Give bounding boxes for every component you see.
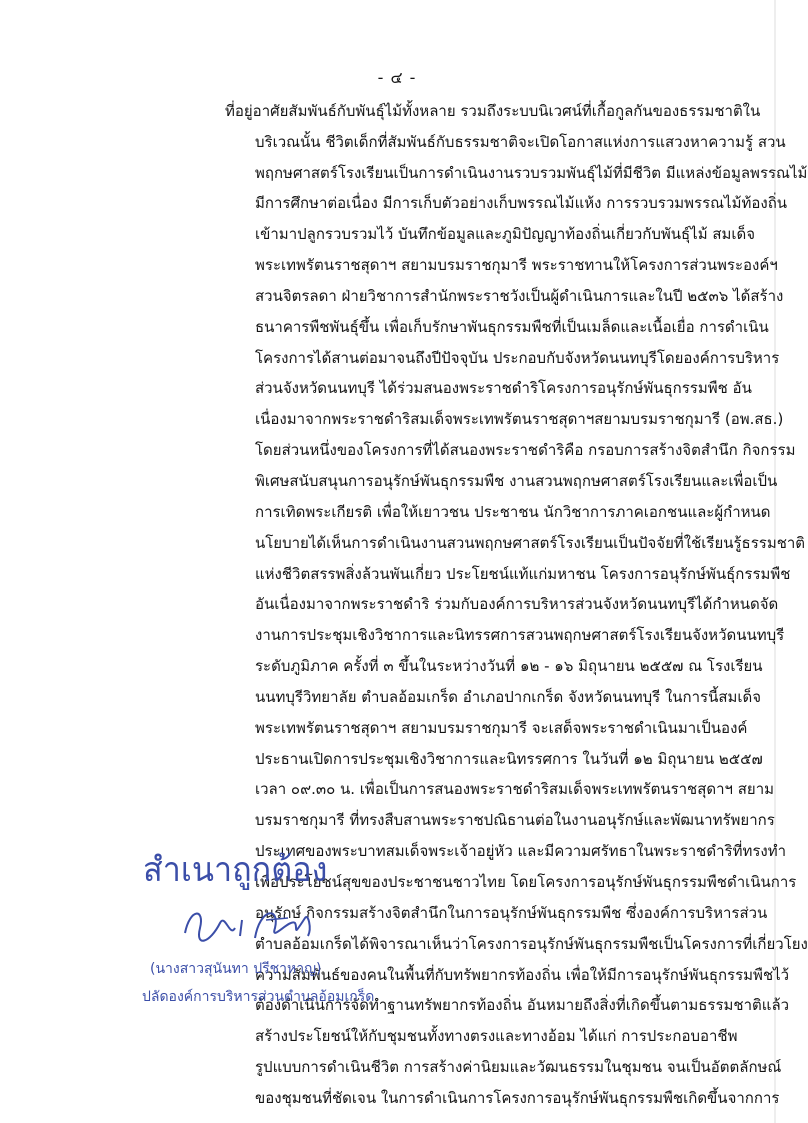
body-line: โครงการได้สานต่อมาจนถึงปีปัจจุบัน ประกอบกับจังหวัดนนทบุรีโดยองค์การบริหาร	[255, 349, 780, 367]
body-line: ประเทศของพระบาทสมเด็จพระเจ้าอยู่หัว และมีความศรัทธาในพระราชดำริที่ทรงทำ	[255, 842, 787, 860]
body-line: โดยส่วนหนึ่งของโครงการที่ได้สนองพระราชดำริคือ กรอบการสร้างจิตสำนึก กิจกรรม	[255, 441, 796, 459]
body-line: ระดับภูมิภาค ครั้งที่ ๓ ขึ้นในระหว่างวันที่ ๑๒ - ๑๖ มิถุนายน ๒๕๕๗ ณ โรงเรียน	[255, 657, 763, 675]
body-line: เวลา ๐๙.๓๐ น. เพื่อเป็นการสนองพระราชดำริสมเด็จพระเทพรัตนราชสุดาฯ สยาม	[255, 780, 775, 798]
signature	[180, 898, 320, 953]
stamp-signer-position: ปลัดองค์การบริหารส่วนตำบลอ้อมเกร็ด	[142, 989, 375, 1005]
body-line: เข้ามาปลูกรวบรวมไว้ บันทึกข้อมูลและภูมิปัญญาท้องถิ่นเกี่ยวกับพันธุ์ไม้ สมเด็จ	[255, 225, 756, 243]
body-line: ของชุมชนที่ชัดเจน ในการดำเนินการโครงการอนุรักษ์พันธุกรรมพืชเกิดขึ้นจากการ	[255, 1089, 780, 1107]
body-line: มีการศึกษาต่อเนื่อง มีการเก็บตัวอย่างเก็บพรรณไม้แห้ง การรวบรวมพรรณไม้ท้องถิ่น	[255, 194, 788, 212]
body-line: นนทบุรีวิทยาลัย ตำบลอ้อมเกร็ด อำเภอปากเกร็ด จังหวัดนนทบุรี ในการนี้สมเด็จ	[255, 688, 762, 706]
body-line: เพื่อประโยชน์สุขของประชาชนชาวไทย โดยโครงการอนุรักษ์พันธุกรรมพืชดำเนินการ	[255, 873, 797, 891]
body-line: สร้างประโยชน์ให้กับชุมชนทั้งทางตรงและทางอ้อม ได้แก่ การประกอบอาชีพ	[255, 1027, 738, 1045]
body-line: อนุรักษ์ กิจกรรมสร้างจิตสำนึกในการอนุรักษ์พันธุกรรมพืช ซึ่งองค์การบริหารส่วน	[255, 904, 768, 922]
body-line: บริเวณนั้น ชีวิตเด็กที่สัมพันธ์กับธรรมชาติจะเปิดโอกาสแห่งการแสวงหาความรู้ สวน	[255, 133, 786, 151]
body-line: พระเทพรัตนราชสุดาฯ สยามบรมราชกุมารี พระราชทานให้โครงการส่วนพระองค์ฯ	[255, 256, 778, 274]
body-line: งานการประชุมเชิงวิชาการและนิทรรศการสวนพฤกษศาสตร์โรงเรียนจังหวัดนนทบุรี	[255, 626, 785, 644]
body-line: ความสัมพันธ์ของคนในพื้นที่กับทรัพยากรท้องถิ่น เพื่อให้มีการอนุรักษ์พันธุกรรมพืชไว้	[255, 966, 790, 984]
body-line: ที่อยู่อาศัยสัมพันธ์กับพันธุ์ไม้ทั้งหลาย รวมถึงระบบนิเวศน์ที่เกื้อกูลกันของธรรมชาติใน	[225, 102, 761, 120]
body-line: เนื่องมาจากพระราชดำริสมเด็จพระเทพรัตนราชสุดาฯสยามบรมราชกุมารี (อพ.สธ.)	[255, 410, 784, 428]
body-line: พิเศษสนับสนุนการอนุรักษ์พันธุกรรมพืช งานสวนพฤกษศาสตร์โรงเรียนและเพื่อเป็น	[255, 472, 778, 490]
body-line: นโยบายได้เห็นการดำเนินงานสวนพฤกษศาสตร์โรงเรียนเป็นปัจจัยที่ใช้เรียนรู้ธรรมชาติ	[255, 534, 806, 552]
body-line: ตำบลอ้อมเกร็ดได้พิจารณาเห็นว่าโครงการอนุรักษ์พันธุกรรมพืชเป็นโครงการที่เกี่ยวโยง	[255, 935, 808, 953]
body-line: สวนจิตรลดา ฝ่ายวิชาการสำนักพระราชวังเป็นผู้ดำเนินการและในปี ๒๕๓๖ ได้สร้าง	[255, 287, 784, 305]
body-line: พระเทพรัตนราชสุดาฯ สยามบรมราชกุมารี จะเสด็จพระราชดำเนินมาเป็นองค์	[255, 719, 748, 737]
body-line: ธนาคารพืชพันธุ์ขึ้น เพื่อเก็บรักษาพันธุกรรมพืชที่เป็นเมล็ดและเนื้อเยื่อ การดำเนิน	[255, 318, 769, 336]
body-line: ประธานเปิดการประชุมเชิงวิชาการและนิทรรศการ ในวันที่ ๑๒ มิถุนายน ๒๕๕๗	[255, 750, 763, 768]
body-line: ต้องดำเนินการจัดทำฐานทรัพยากรท้องถิ่น อันหมายถึงสิ่งที่เกิดขึ้นตามธรรมชาติแล้ว	[255, 996, 790, 1014]
body-line: บรมราชกุมารี ที่ทรงสืบสานพระราชปณิธานต่อในงานอนุรักษ์และพัฒนาทรัพยากร	[255, 811, 775, 829]
page-number: - ๔ -	[377, 68, 417, 87]
body-line: แห่งชีวิตสรรพสิ่งล้วนพันเกี่ยว ประโยชน์แท้แก่มหาชน โครงการอนุรักษ์พันธุ์กรรมพืช	[255, 565, 791, 583]
body-line: อันเนื่องมาจากพระราชดำริ ร่วมกับองค์การบริหารส่วนจังหวัดนนทบุรีได้กำหนดจัด	[255, 595, 779, 613]
body-line: รูปแบบการดำเนินชีวิต การสร้างค่านิยมและวัฒนธรรมในชุมชน จนเป็นอัตตลักษณ์	[255, 1058, 782, 1076]
body-line: พฤกษศาสตร์โรงเรียนเป็นการดำเนินงานรวบรวมพันธุ์ไม้ที่มีชีวิต มีแหล่งข้อมูลพรรณไม้	[255, 164, 808, 182]
stamp-signer-name: (นางสาวสุนันทา ปรีชาหาญ)	[150, 961, 322, 977]
body-line: ส่วนจังหวัดนนทบุรี ได้ร่วมสนองพระราชดำริโครงการอนุรักษ์พันธุกรรมพืช อัน	[255, 379, 752, 397]
stamp-title: สำเนาถูกต้อง	[143, 850, 328, 890]
body-line: การเทิดพระเกียรติ เพื่อให้เยาวชน ประชาชน นักวิชาการภาคเอกชนและผู้กำหนด	[255, 503, 771, 521]
